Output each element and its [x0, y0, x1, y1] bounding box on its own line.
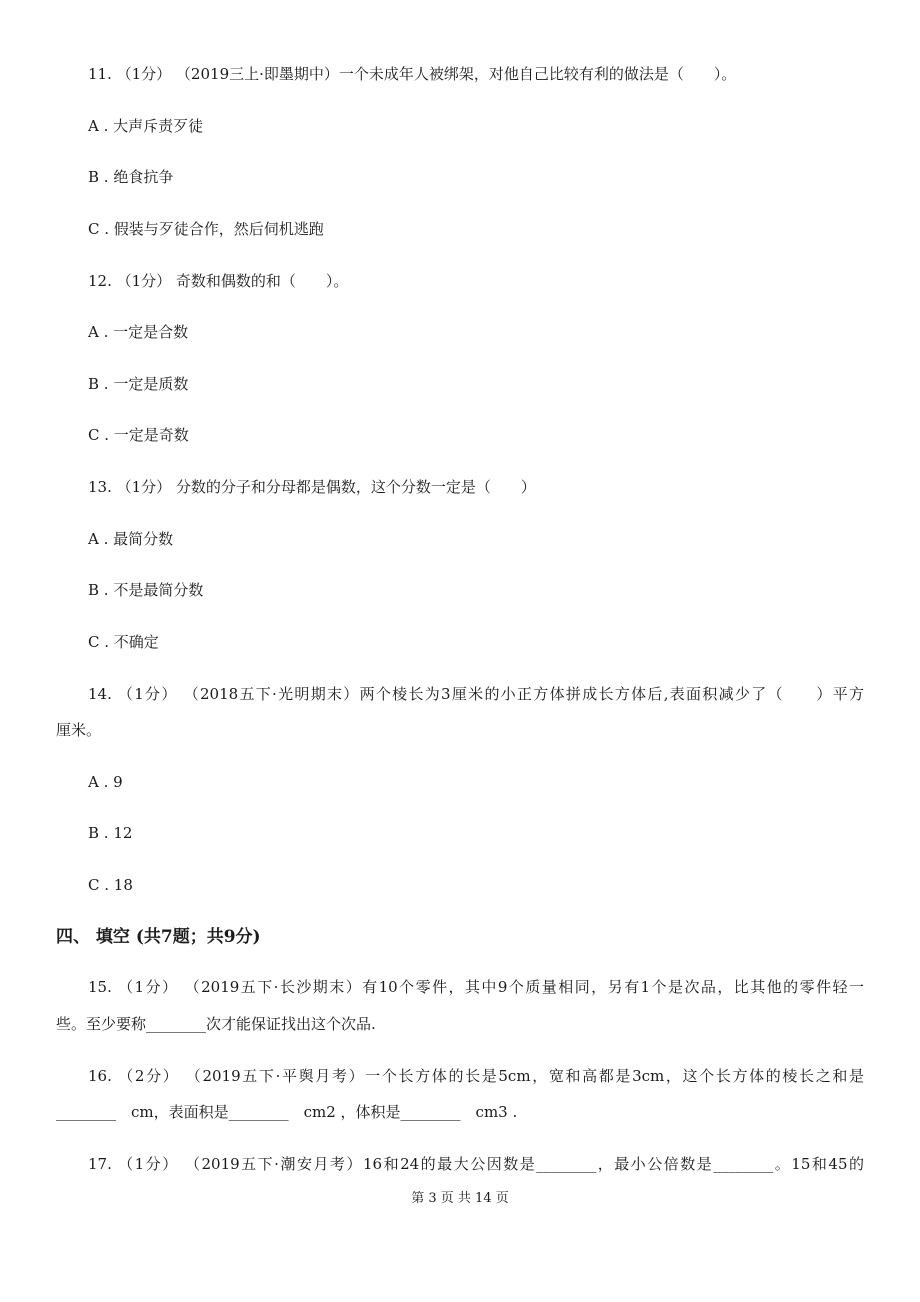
question-14-option-a: A . 9: [88, 773, 123, 791]
question-14-continued: 厘米。: [56, 721, 102, 739]
question-12-option-c: C . 一定是奇数: [88, 426, 189, 444]
question-12: 12. （1分） 奇数和偶数的和（ ）。: [88, 272, 349, 290]
question-17: 17. （1分） （2019五下·潮安月考）16和24的最大公因数是________，最小公倍数是________。15和45的: [88, 1155, 864, 1173]
question-11: 11. （1分） （2019三上·即墨期中）一个未成年人被绑架，对他自己比较有利的做法是（ ）。: [88, 65, 737, 83]
question-11-option-b: B . 绝食抗争: [88, 168, 174, 186]
question-14-option-b: B . 12: [88, 824, 133, 842]
section-heading: 四、 填空 (共7题；共9分): [56, 927, 261, 947]
question-13: 13. （1分） 分数的分子和分母都是偶数，这个分数一定是（ ）: [88, 478, 536, 496]
question-12-option-b: B . 一定是质数: [88, 375, 189, 393]
page-footer: 第 3 页 共 14 页: [411, 1191, 509, 1206]
question-11-option-c: C . 假装与歹徒合作，然后伺机逃跑: [88, 220, 324, 238]
question-11-option-a: A . 大声斥责歹徒: [88, 117, 204, 135]
question-16: 16. （2分） （2019五下·平舆月考）一个长方体的长是5cm，宽和高都是3cm，这个长方体的棱长之和是: [88, 1067, 864, 1085]
question-12-option-a: A . 一定是合数: [88, 323, 189, 341]
question-13-option-b: B . 不是最简分数: [88, 581, 204, 599]
question-16-continued: ________ cm，表面积是________ cm2 ，体积是________ cm3 .: [56, 1103, 518, 1121]
question-14: 14. （1分） （2018五下·光明期末）两个棱长为3厘米的小正方体拼成长方体后,表面积减少了（ ）平方: [88, 685, 864, 703]
question-15-continued: 些。至少要称________次才能保证找出这个次品.: [56, 1015, 376, 1033]
question-14-option-c: C . 18: [88, 876, 133, 894]
question-13-option-a: A . 最简分数: [88, 530, 174, 548]
question-15: 15. （1分） （2019五下·长沙期末）有10个零件，其中9个质量相同，另有1个是次品，比其他的零件轻一: [88, 978, 864, 996]
question-13-option-c: C . 不确定: [88, 633, 159, 651]
